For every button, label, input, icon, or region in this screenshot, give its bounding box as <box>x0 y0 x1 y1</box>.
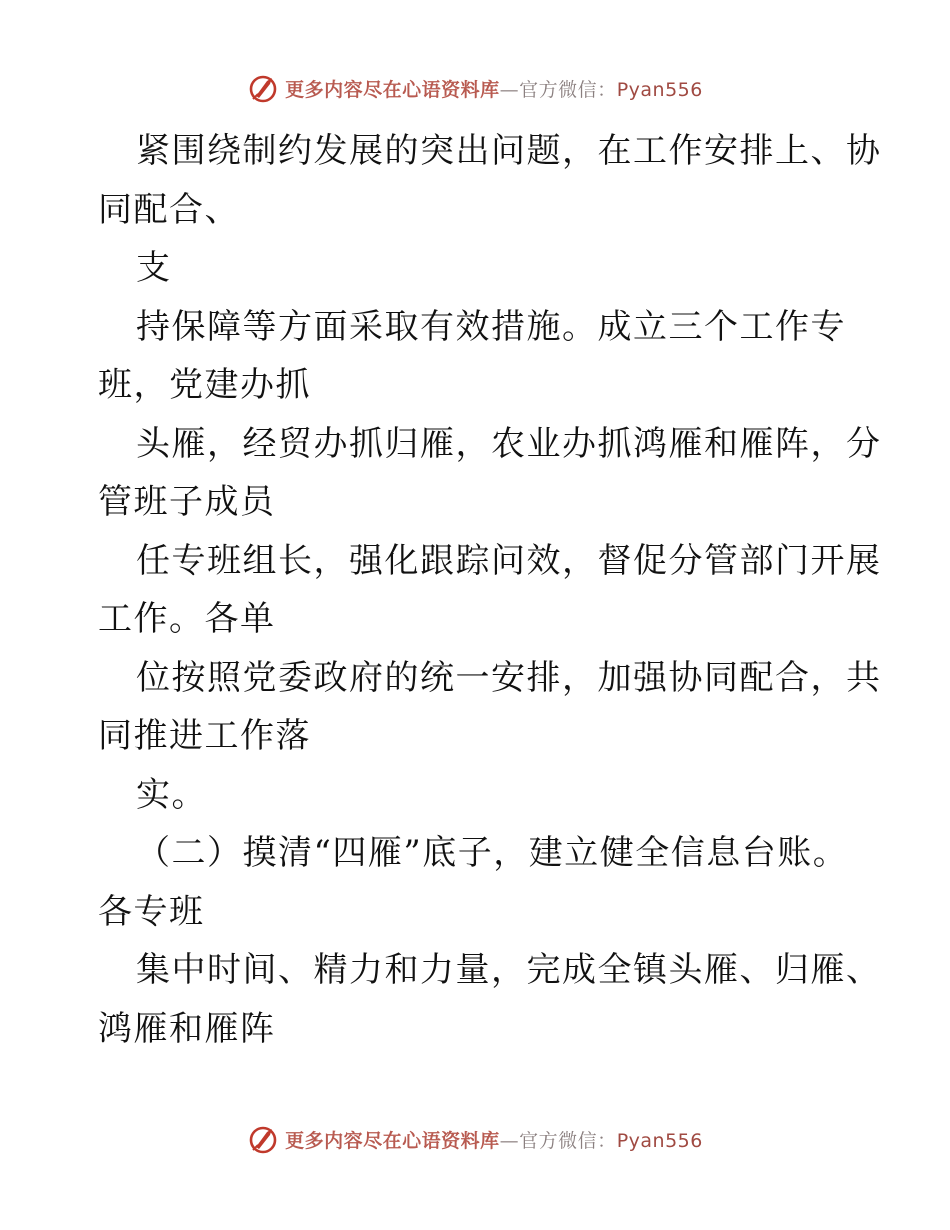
watermark-text <box>285 1126 703 1153</box>
watermark-official-label: 官方微信： <box>519 78 617 101</box>
text-line: 鸿雁和雁阵 <box>98 1008 276 1049</box>
document-body <box>98 122 882 1058</box>
pen-logo-icon <box>247 1123 279 1155</box>
text-line: 支 <box>136 248 172 288</box>
watermark-dash: — <box>499 1129 520 1152</box>
footer-watermark <box>0 1123 950 1155</box>
text-line: 班，党建办抓 <box>98 365 311 405</box>
text-line: 各专班 <box>98 891 205 932</box>
text-line: 实。 <box>136 774 207 815</box>
text-line: 头雁，经贸办抓归雁，农业办抓鸿雁和雁阵，分 <box>136 423 882 464</box>
watermark-text <box>285 75 703 102</box>
text-line: 管班子成员 <box>98 482 276 522</box>
text-line: 同推进工作落 <box>98 716 311 756</box>
watermark-official-label: 官方微信： <box>519 1129 617 1152</box>
pen-logo-icon <box>247 72 279 104</box>
text-line: 工作。各单 <box>98 599 276 639</box>
header-watermark <box>0 72 950 104</box>
text-line: 同配合、 <box>98 189 240 230</box>
text-line: 持保障等方面采取有效措施。成立三个工作专 <box>136 306 846 347</box>
text-line: （二）摸清“四雁”底子，建立健全信息台账。 <box>136 833 849 873</box>
text-line: 位按照党委政府的统一安排，加强协同配合，共 <box>136 657 882 698</box>
watermark-dash: — <box>499 78 520 101</box>
watermark-brand: 更多内容尽在心语资料库 <box>285 1129 500 1152</box>
watermark-wechat-id: Pyan556 <box>616 78 703 101</box>
watermark-brand: 更多内容尽在心语资料库 <box>285 78 500 101</box>
watermark-wechat-id: Pyan556 <box>616 1129 703 1152</box>
text-line: 任专班组长，强化跟踪问效，督促分管部门开展 <box>136 540 882 581</box>
text-line: 集中时间、精力和力量，完成全镇头雁、归雁、 <box>136 950 882 990</box>
text-line: 紧围绕制约发展的突出问题，在工作安排上、协 <box>136 131 882 171</box>
